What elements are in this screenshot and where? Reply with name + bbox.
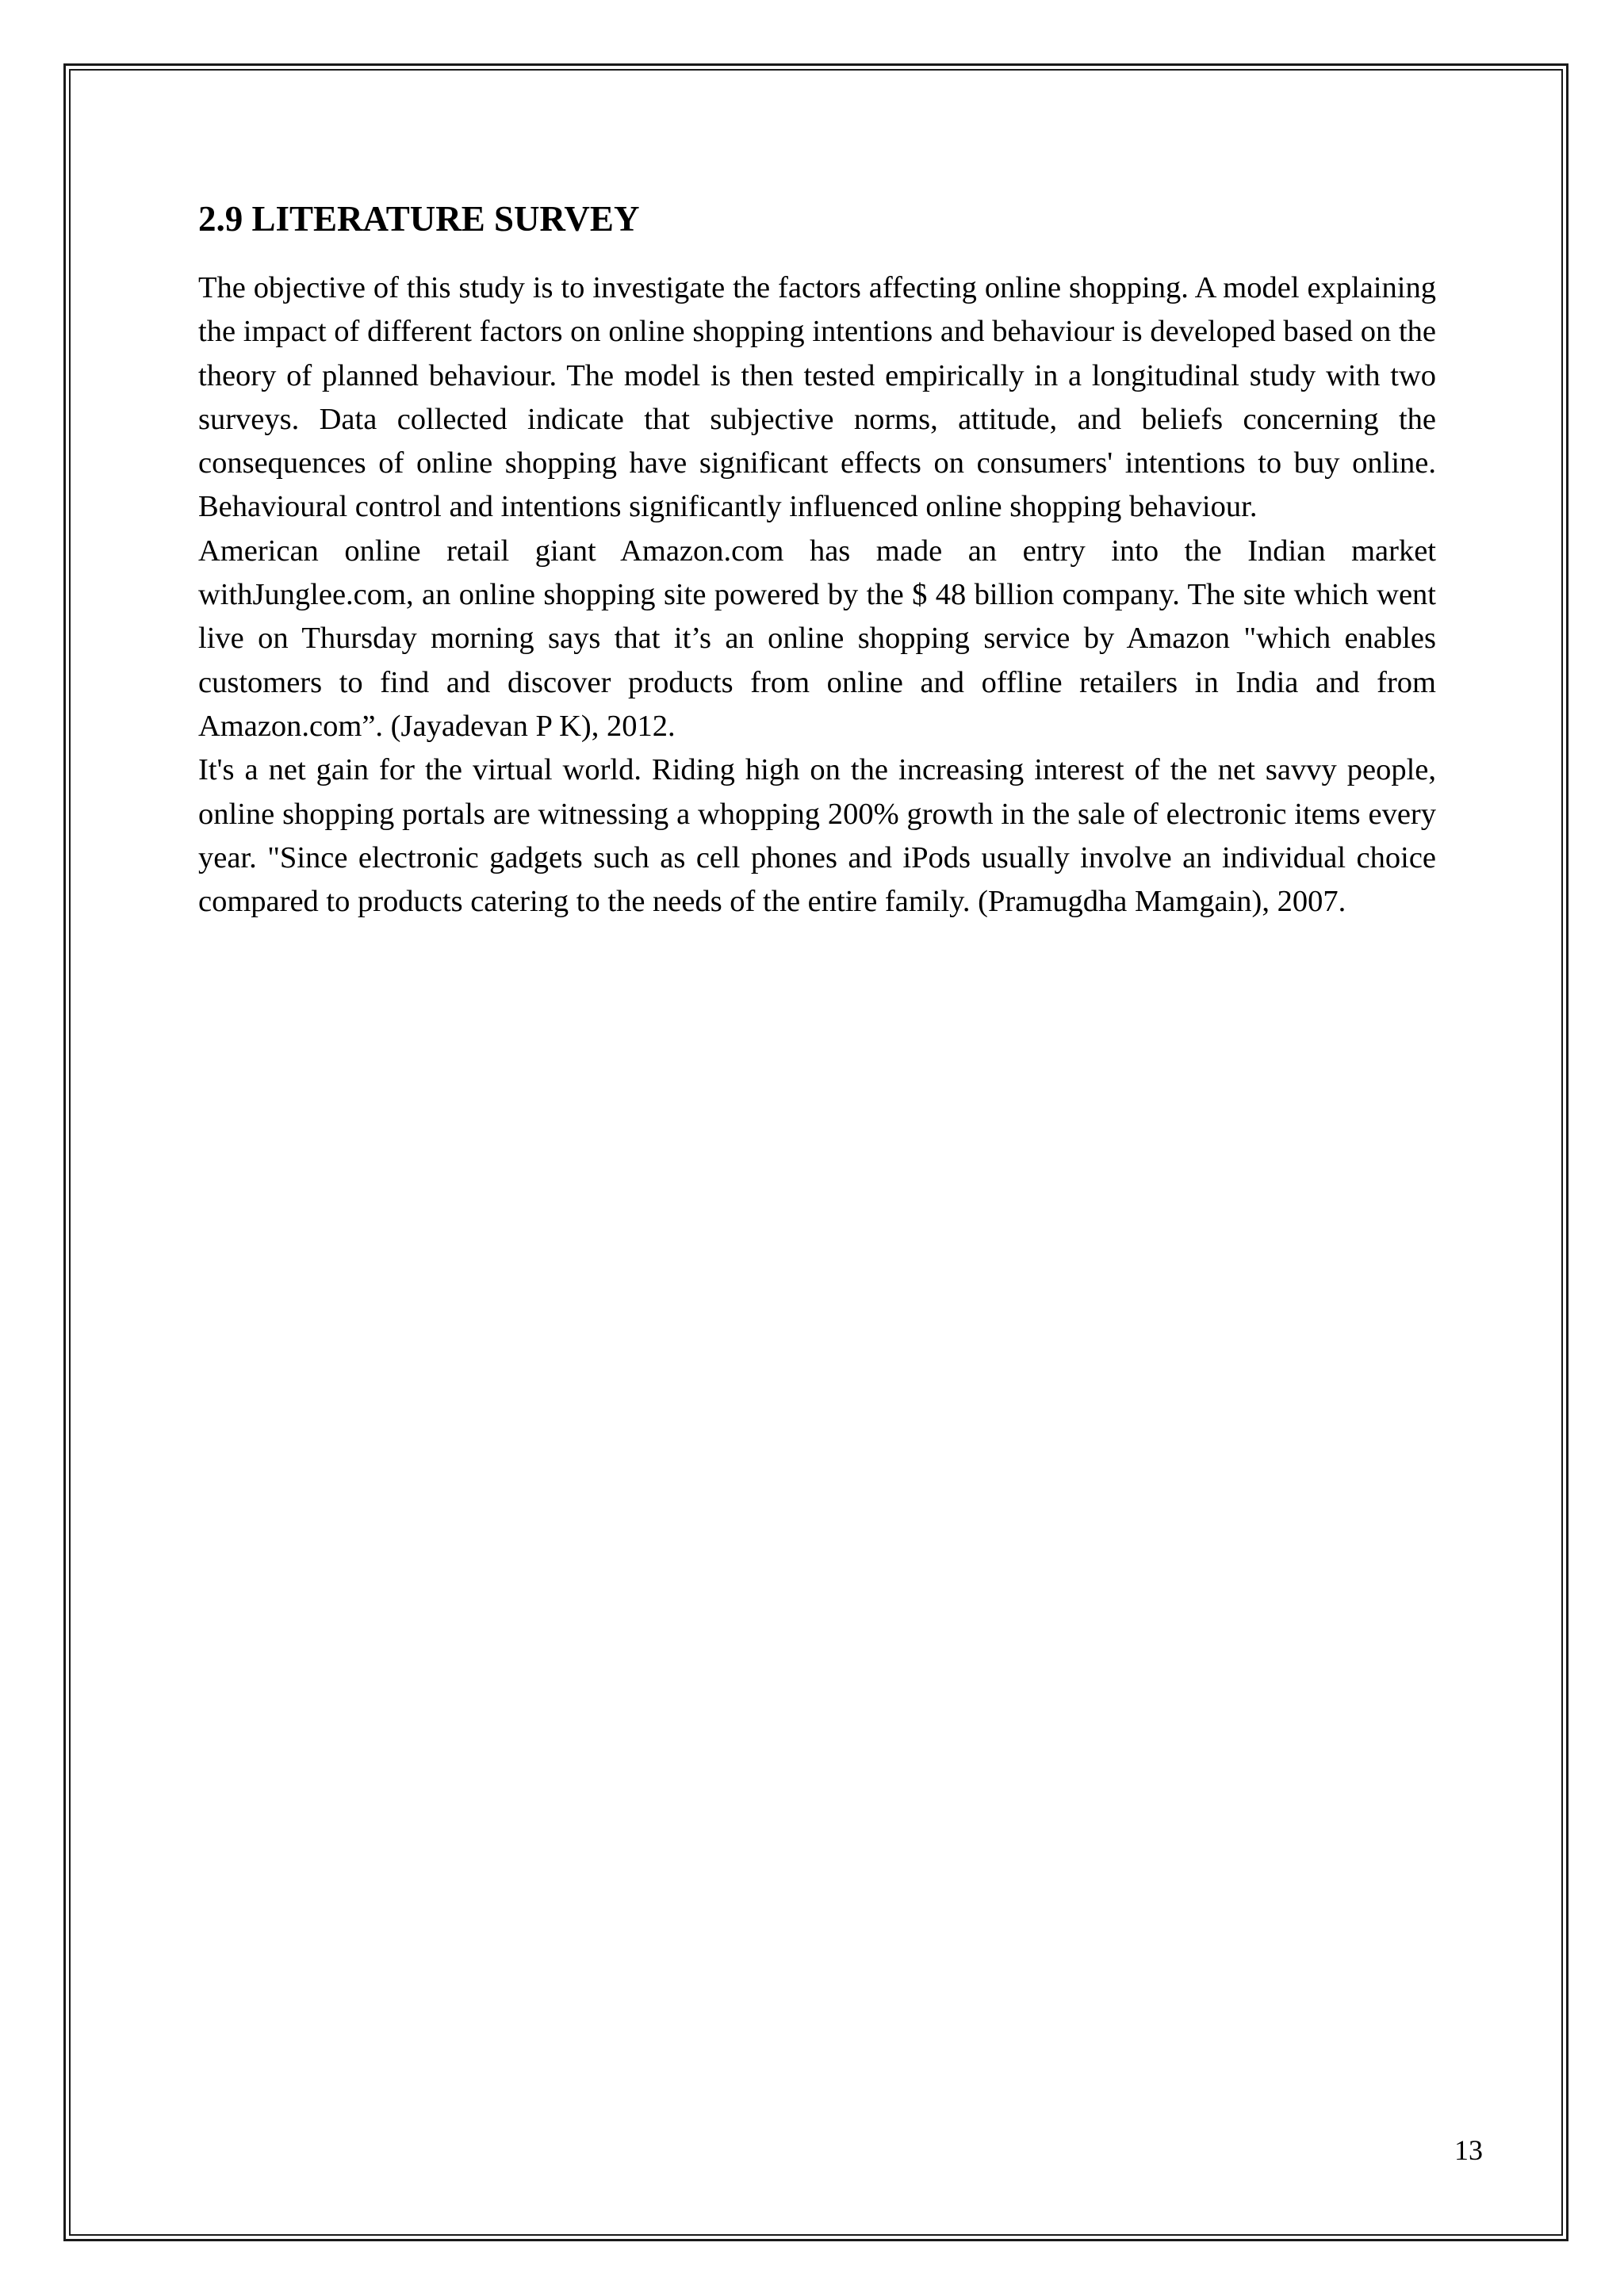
section-title: 2.9 LITERATURE SURVEY bbox=[198, 199, 640, 239]
paragraph-objective: The objective of this study is to investigate the factors affecting online shopping. A model explaining the impact of different factors on online shopping intentions and behaviour is developed based on the theory of planned behaviour. The model is then tested empirically in a longitudinal study with two surveys. Data collected indicate that subjective norms, attitude, and beliefs concerning the consequences of online shopping have significant effects on consumers' intentions to buy online. Behavioural control and intentions significantly influenced online shopping behaviour. bbox=[198, 271, 1436, 524]
page-content bbox=[198, 193, 1436, 924]
paragraph-amazon: American online retail giant Amazon.com has made an entry into the Indian market withJunglee.com, an online shopping site powered by the $ 48 billion company. The site which went live on Thursday morning says that it’s an online shopping service by Amazon "which enables customers to find and discover products from online and offline retailers in India and from Amazon.com”. (Jayadevan P K), 2012. bbox=[198, 534, 1436, 743]
paragraph-net-gain: It's a net gain for the virtual world. Riding high on the increasing interest of the net savvy people, online shopping portals are witnessing a whopping 200% growth in the sale of electronic items every year. "Since electronic gadgets such as cell phones and iPods usually involve an individual choice compared to products catering to the needs of the entire family. (Pramugdha Mamgain), 2007. bbox=[198, 753, 1436, 919]
page-number: 13 bbox=[1454, 2134, 1483, 2166]
